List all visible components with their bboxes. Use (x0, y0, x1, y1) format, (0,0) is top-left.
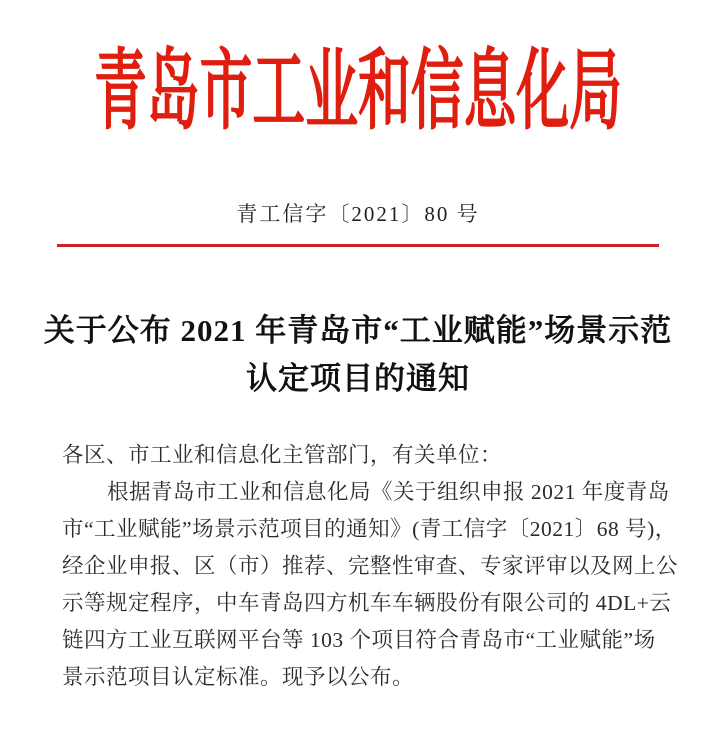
document-number: 青工信字〔2021〕80 号 (236, 202, 480, 226)
body-line: 根据青岛市工业和信息化局《关于组织申报 2021 年度青岛 (107, 480, 670, 504)
body-line: 链四方工业互联网平台等 103 个项目符合青岛市“工业赋能”场 (62, 628, 656, 652)
red-divider-line (57, 244, 659, 247)
body-line: 经企业申报、区（市）推荐、完整性审查、专家评审以及网上公 (62, 554, 679, 578)
document-title-line-2: 认定项目的通知 (246, 361, 470, 396)
body-line: 示等规定程序，中车青岛四方机车车辆股份有限公司的 4DL+云 (62, 591, 672, 615)
agency-name: 青岛市工业和信息化局 (94, 38, 623, 142)
red-letterhead (0, 40, 716, 140)
document-title-line-1: 关于公布 2021 年青岛市“工业赋能”场景示范 (43, 313, 673, 348)
salutation-line: 各区、市工业和信息化主管部门，有关单位： (62, 443, 503, 467)
body-line: 景示范项目认定标准。现予以公布。 (62, 665, 415, 689)
body-text (62, 437, 679, 696)
document-title (0, 307, 716, 403)
body-line: 市“工业赋能”场景示范项目的通知》(青工信字〔2021〕68 号)， (62, 517, 677, 541)
